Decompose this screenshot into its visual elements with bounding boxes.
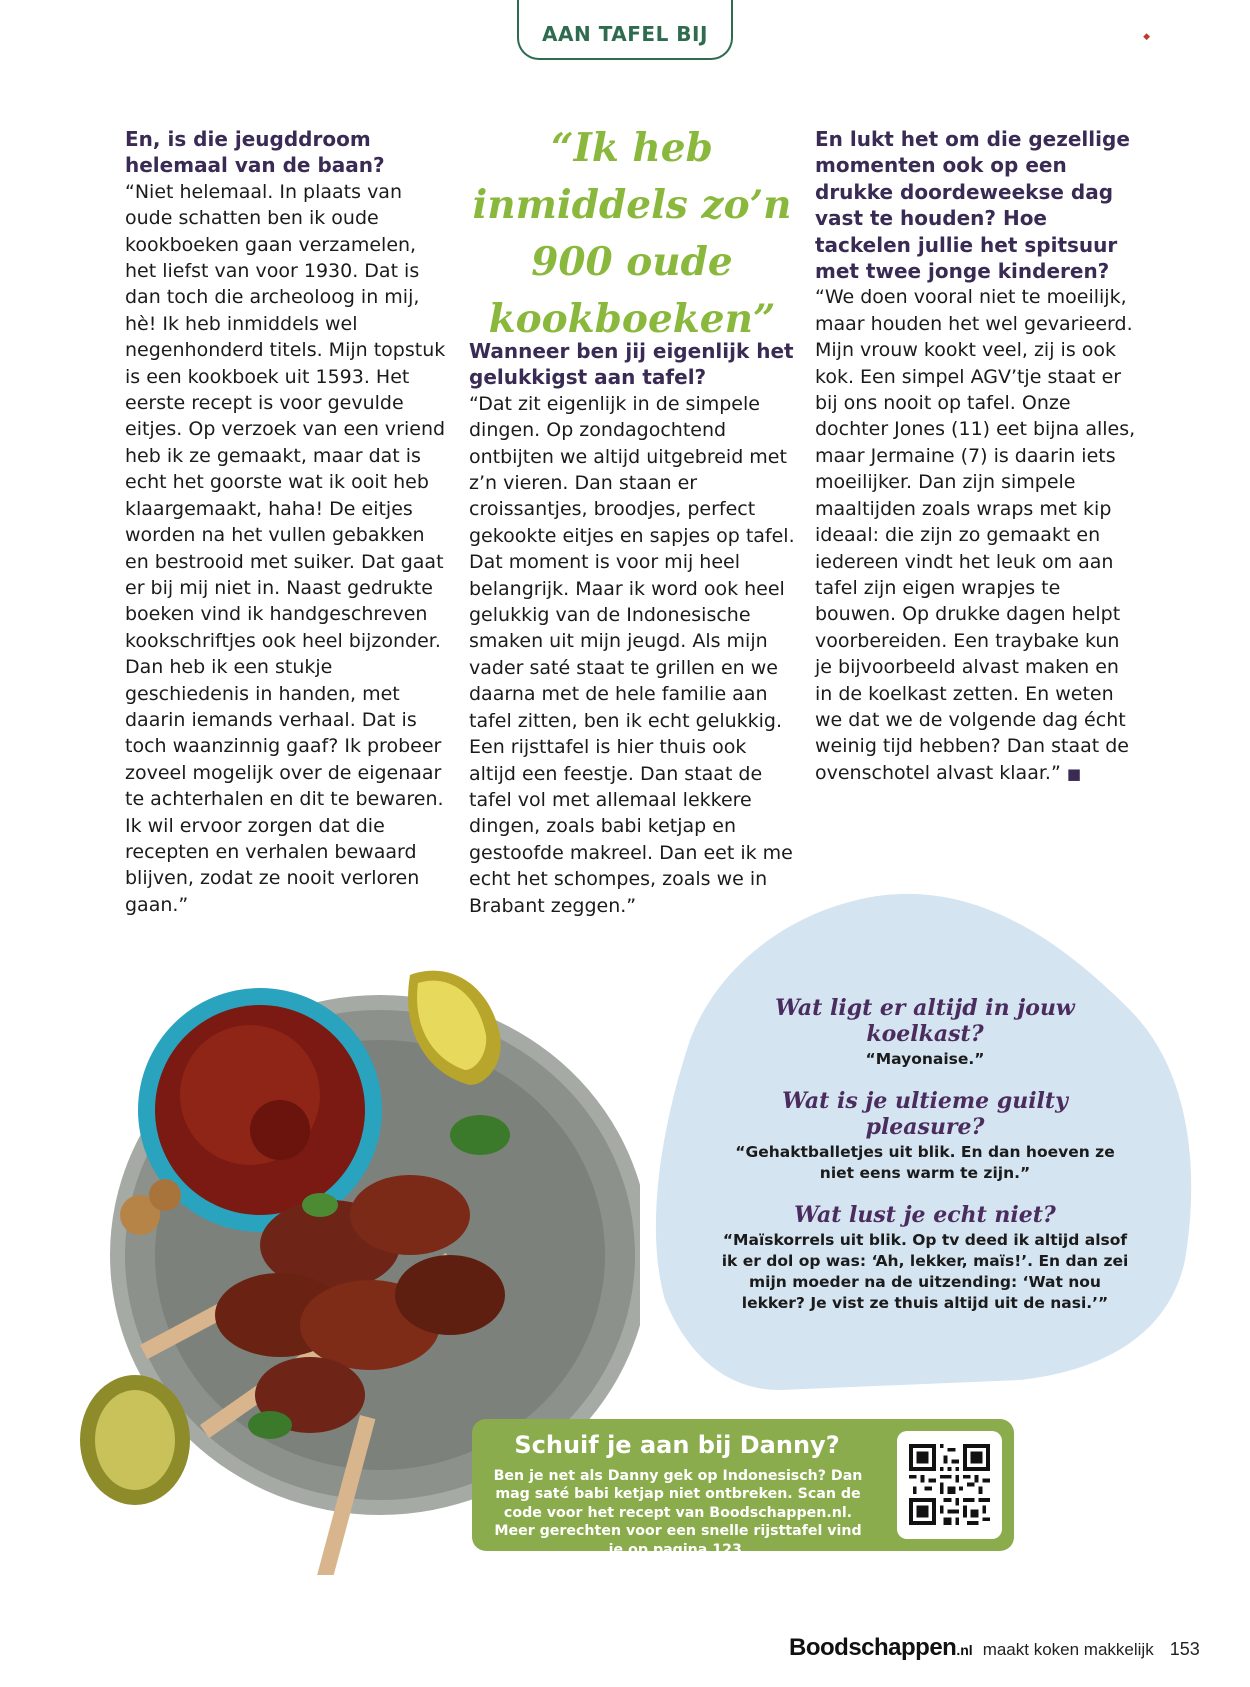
quick-question: Wat lust je echt niet? xyxy=(794,1202,1056,1228)
brand-tagline: maakt koken makkelijk xyxy=(982,1640,1154,1659)
quick-question: Wat is je ultieme guilty pleasure? xyxy=(782,1088,1068,1140)
quick-answer: “Mayonaise.” xyxy=(865,1050,985,1068)
interview-column-2 xyxy=(469,338,799,919)
answer-text: “We doen vooral niet te moeilijk, maar houden het wel gevarieerd. Mijn vrouw kookt veel, zij is ook kok. Een simpel AGV’tje staat er bij ons nooit op tafel. Onze dochter Jones (11) eet bijna alles, maar Jermaine (7) is daarin iets moeilijker. Dan zijn simpele maaltijden zoals wraps met kip ideaal: die zijn zo gemaakt en iedereen vindt het leuk om aan tafel zijn eigen wrapjes te bouwen. Op drukke dagen helpt voorbereiden. Een traybake kun je bijvoorbeeld alvast maken en in de koelkast zetten. En weten we dat we de volgende dag écht weinig tijd hebben? Dan staat de ovenschotel alvast klaar.” xyxy=(815,286,1136,784)
page-number: 153 xyxy=(1169,1639,1200,1659)
quick-answer: “Gehaktballetjes uit blik. En dan hoeven ze niet eens warm te zijn.” xyxy=(735,1143,1115,1182)
promo-text: Ben je net als Danny gek op Indonesisch? Dan mag saté babi ketjap niet ontbreken. Scan de code voor het recept van Boodschappen.nl. Meer gerechten voor een snelle rijsttafel vind je op pagina 123. xyxy=(493,1468,863,1558)
interview-answer xyxy=(815,284,1140,787)
page-footer xyxy=(789,1634,1200,1662)
interview-column-3 xyxy=(815,126,1140,787)
recipe-promo-box[interactable] xyxy=(472,1419,1014,1558)
quick-answer: “Maïskorrels uit blik. Op tv deed ik altijd alsof ik er dol op was: ‘Ah, lekker, maïs!’. En dan zei mijn moeder na de uitzending: ‘Wat nou lekker? Je vist ze thuis altijd uit de nasi.’” xyxy=(721,1231,1129,1312)
interview-question: Wanneer ben jij eigenlijk het gelukkigst aan tafel? xyxy=(469,339,794,390)
quick-question: Wat ligt er altijd in jouw koelkast? xyxy=(775,995,1075,1047)
interview-question: En lukt het om die gezellige momenten ook op een drukke doordeweekse dag vast te houden? Hoe tackelen jullie het spitsuur met twee jonge kinderen? xyxy=(815,127,1130,284)
pull-quote: “Ik heb inmiddels zo’n 900 oude kookboeken” xyxy=(472,125,792,342)
brand-logo: Boodschappen xyxy=(789,1634,957,1661)
promo-title: Schuif je aan bij Danny? xyxy=(514,1431,840,1459)
end-square-icon: ■ xyxy=(1066,764,1082,783)
interview-answer: “Dat zit eigenlijk in de simpele dingen. Op zondagochtend ontbijten we altijd uitgebreid met z’n vieren. Dan staan er croissantjes, broodjes, perfect gekookte eitjes en sapjes op tafel. Dat moment is voor mij heel belangrijk. Maar ik word ook heel gelukkig van de Indonesische smaken uit mijn jeugd. Als mijn vader saté staat te grillen en we daarna met de hele familie aan tafel zitten, ben ik echt gelukkig. Een rijsttafel is hier thuis ook altijd een feestje. Dan staat de tafel vol met allemaal lekkere dingen, zoals babi ketjap en gestoofde makreel. Dan eet ik me echt het schompes, zoals we in Brabant zeggen.” xyxy=(469,392,795,917)
section-tab xyxy=(517,0,733,60)
interview-answer: “Niet helemaal. In plaats van oude schatten ben ik oude kookboeken gaan verzamelen, het liefst van voor 1930. Dat is dan toch die archeoloog in mij, hè! Ik heb inmiddels wel negenhonderd titels. Mijn topstuk is een kookboek uit 1593. Het eerste recept is voor gevulde eitjes. Op verzoek van een vriend heb ik ze gemaakt, maar dat is echt het goorste wat ik ooit heb klaargemaakt, haha! De eitjes worden na het vullen gebakken en bestrooid met suiker. Dat gaat er bij mij niet in. Naast gedrukte boeken vind ik handgeschreven kookschriftjes ook heel bijzonder. Dan heb ik een stukje geschiedenis in handen, met daarin iemands verhaal. Dat is toch waanzinnig gaaf? Ik probeer zoveel mogelijk over de eigenaar te achterhalen en dit te bewaren. Ik wil ervoor zorgen dat die recepten en verhalen bewaard blijven, zodat ze nooit verloren gaan.” xyxy=(125,180,446,916)
quick-qa-panel xyxy=(720,995,1130,1332)
section-label: AAN TAFEL BIJ xyxy=(542,22,708,46)
interview-question: En, is die jeugddroom helemaal van de baan? xyxy=(125,127,385,178)
brand-tld: .nl xyxy=(956,1642,973,1658)
interview-column-1 xyxy=(125,126,450,918)
corner-mark-icon: ◆ xyxy=(1143,32,1150,42)
qr-code-icon[interactable] xyxy=(897,1431,1002,1539)
